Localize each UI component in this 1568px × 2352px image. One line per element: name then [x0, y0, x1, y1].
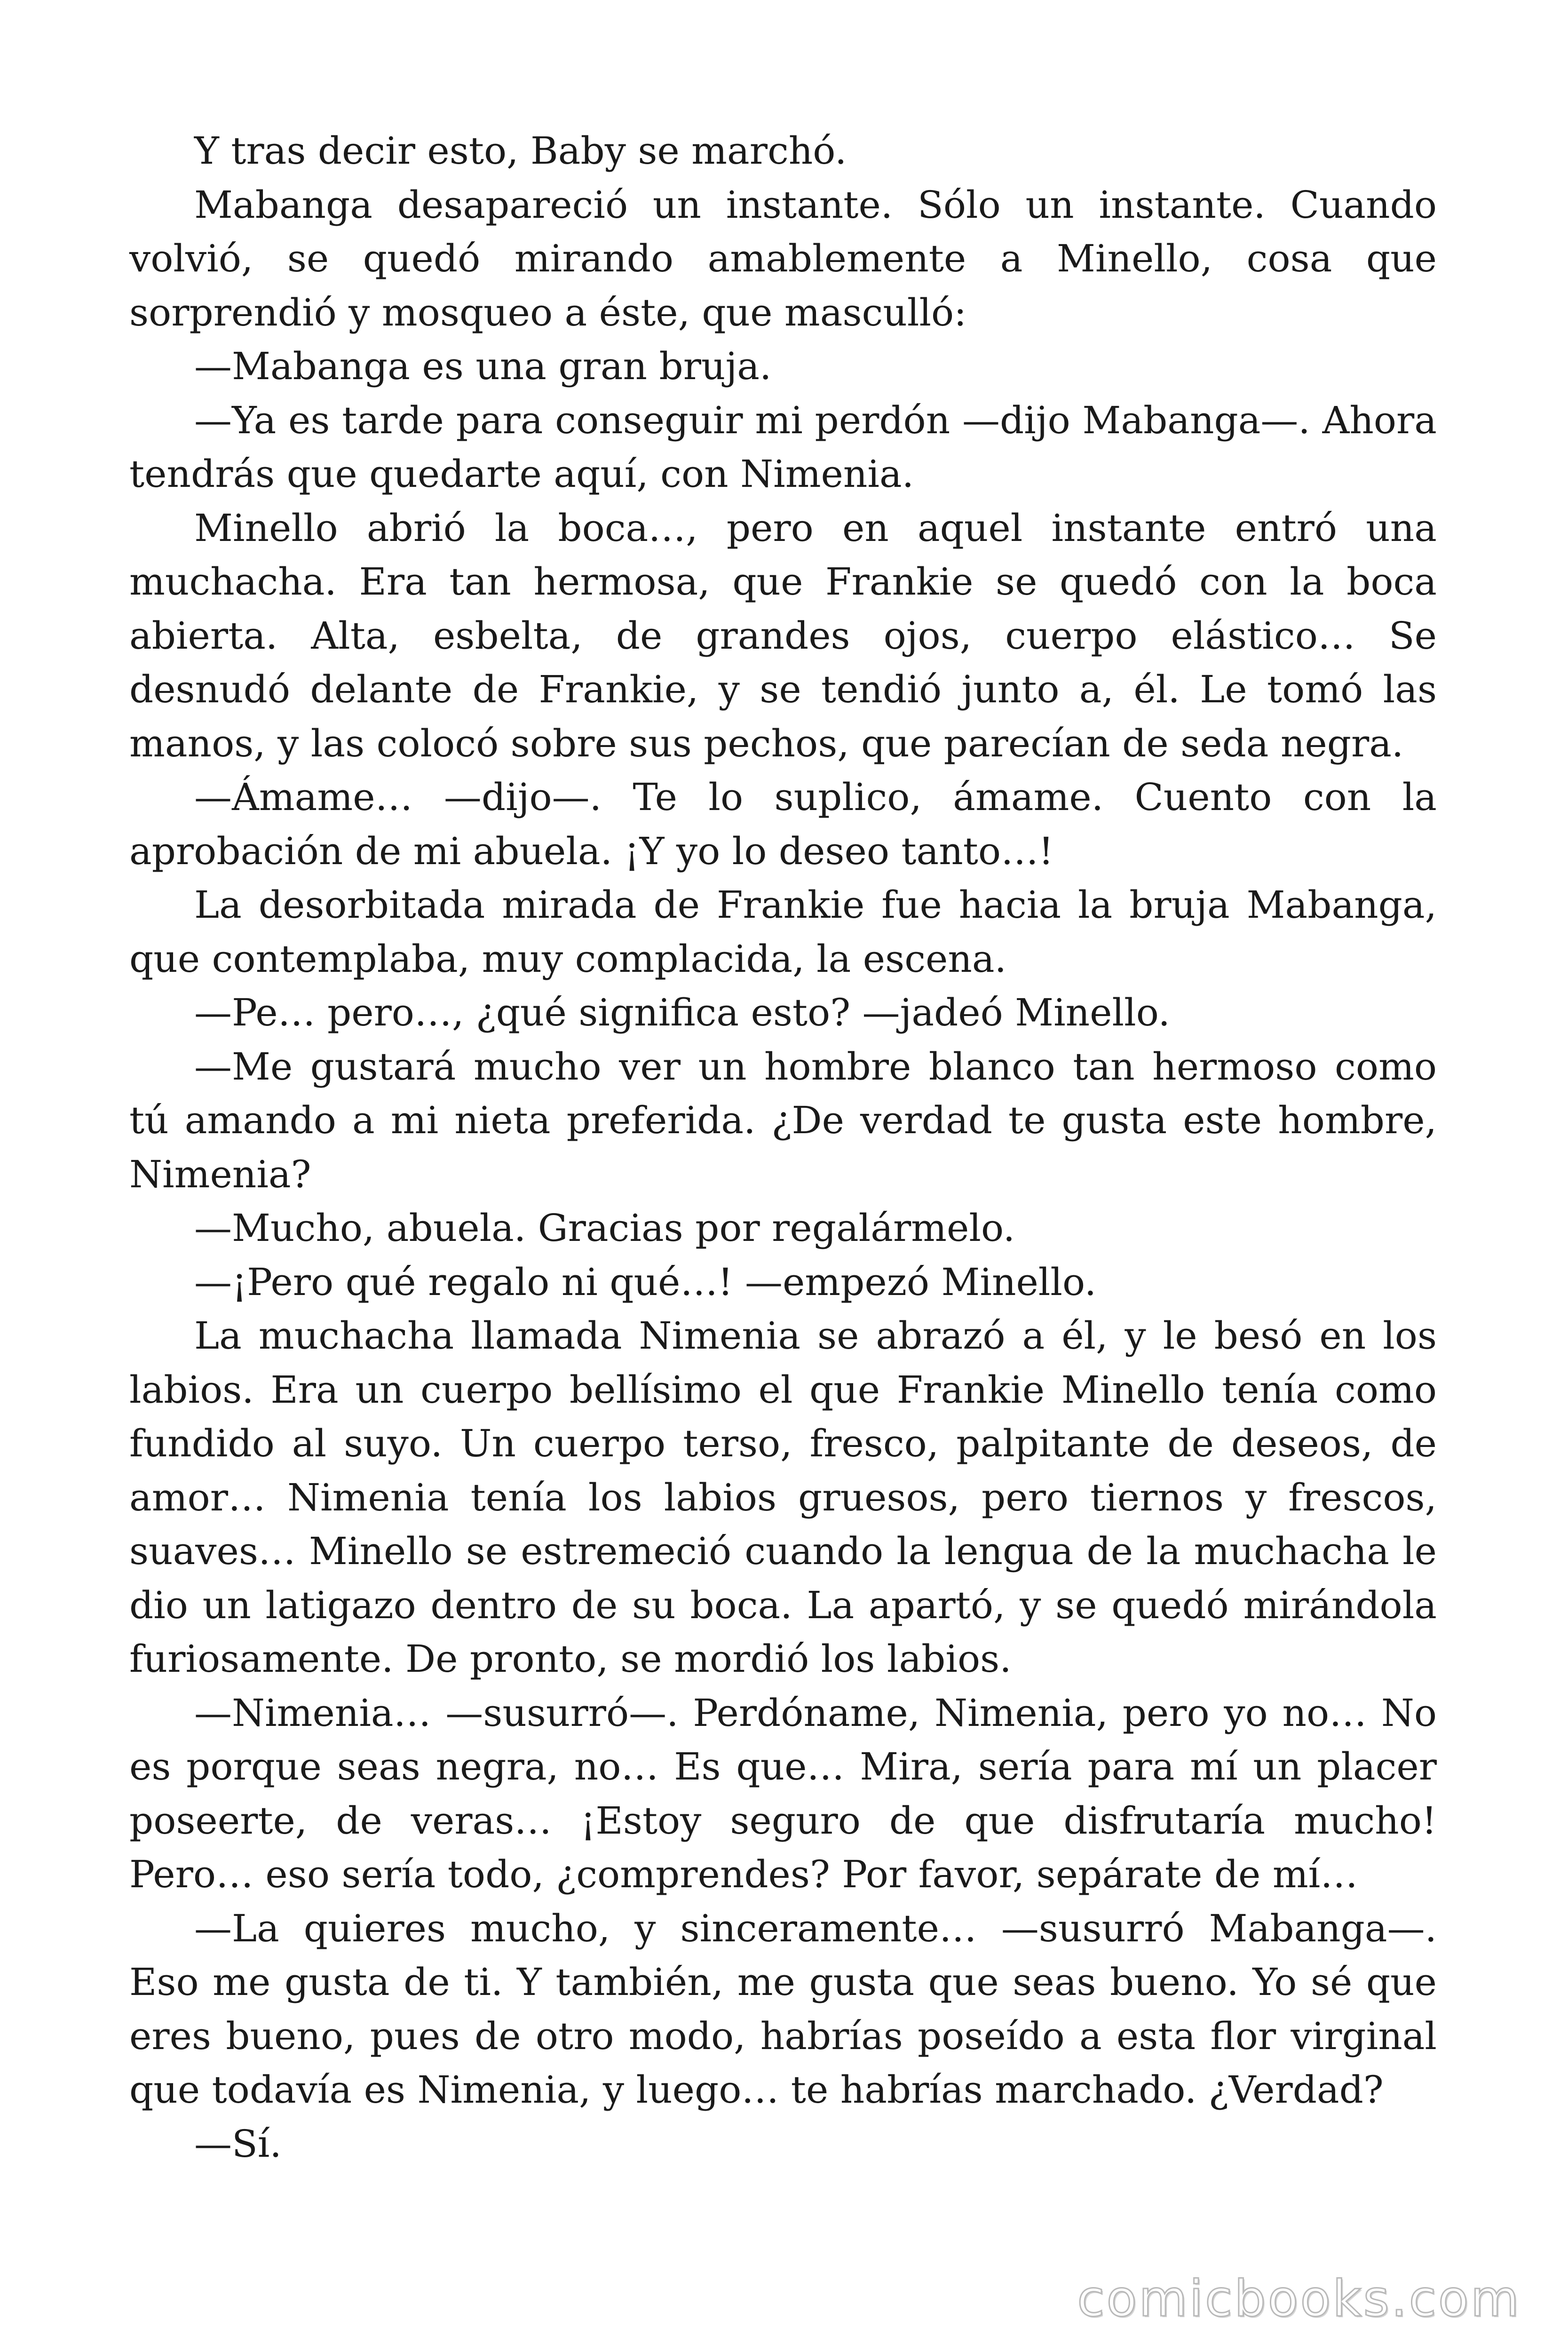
watermark-logo: comicbooks.com: [1077, 2270, 1521, 2328]
body-text: [129, 124, 1437, 2171]
paragraph: —Ámame… —dijo—. Te lo suplico, ámame. Cuento con la aprobación de mi abuela. ¡Y yo lo deseo tanto…!: [129, 775, 1437, 873]
paragraph: —Mabanga es una gran bruja.: [194, 344, 772, 388]
paragraph: La muchacha llamada Nimenia se abrazó a él, y le besó en los labios. Era un cuerpo bellísimo el que Frankie Minello tenía como fundido al suyo. Un cuerpo terso, fresco, palpitante de deseos, de amor… Nimenia tenía los labios gruesos, pero tiernos y frescos, suaves… Minello se estremeció cuando la lengua de la muchacha le dio un latigazo dentro de su boca. La apartó, y se quedó mirándola furiosamente. De pronto, se mordió los labios.: [129, 1314, 1437, 1681]
paragraph: Minello abrió la boca…, pero en aquel instante entró una muchacha. Era tan hermosa, que Frankie se quedó con la boca abierta. Alta, esbelta, de grandes ojos, cuerpo elástico… Se desnudó delante de Frankie, y se tendió junto a, él. Le tomó las manos, y las colocó sobre sus pechos, que parecían de seda negra.: [129, 506, 1437, 765]
paragraph: —Me gustará mucho ver un hombre blanco tan hermoso como tú amando a mi nieta preferida. ¿De verdad te gusta este hombre, Nimenia?: [129, 1044, 1437, 1196]
paragraph: —Ya es tarde para conseguir mi perdón —dijo Mabanga—. Ahora tendrás que quedarte aquí, con Nimenia.: [129, 398, 1437, 496]
paragraph: —La quieres mucho, y sinceramente… —susurró Mabanga—. Eso me gusta de ti. Y también, me gusta que seas bueno. Yo sé que eres bueno, pues de otro modo, habrías poseído a esta flor virginal que todavía es Nimenia, y luego… te habrías marchado. ¿Verdad?: [129, 1906, 1437, 2112]
paragraph: —Nimenia… —susurró—. Perdóname, Nimenia, pero yo no… No es porque seas negra, no… Es que… Mira, sería para mí un placer poseerte, de veras… ¡Estoy seguro de que disfrutaría mucho! Pero… eso sería todo, ¿comprendes? Por favor, sepárate de mí…: [129, 1691, 1437, 1896]
paragraph: —Pe… pero…, ¿qué significa esto? —jadeó Minello.: [194, 991, 1170, 1034]
paragraph: —Mucho, abuela. Gracias por regalármelo.: [194, 1206, 1015, 1250]
paragraph: —Sí.: [194, 2122, 282, 2166]
paragraph: La desorbitada mirada de Frankie fue hacia la bruja Mabanga, que contemplaba, muy complacida, la escena.: [129, 883, 1437, 981]
paragraph: Y tras decir esto, Baby se marchó.: [194, 129, 847, 173]
paragraph: —¡Pero qué regalo ni qué…! —empezó Minello.: [194, 1260, 1097, 1304]
paragraph: Mabanga desapareció un instante. Sólo un instante. Cuando volvió, se quedó mirando amablemente a Minello, cosa que sorprendió y mosqueo a éste, que masculló:: [129, 183, 1437, 334]
